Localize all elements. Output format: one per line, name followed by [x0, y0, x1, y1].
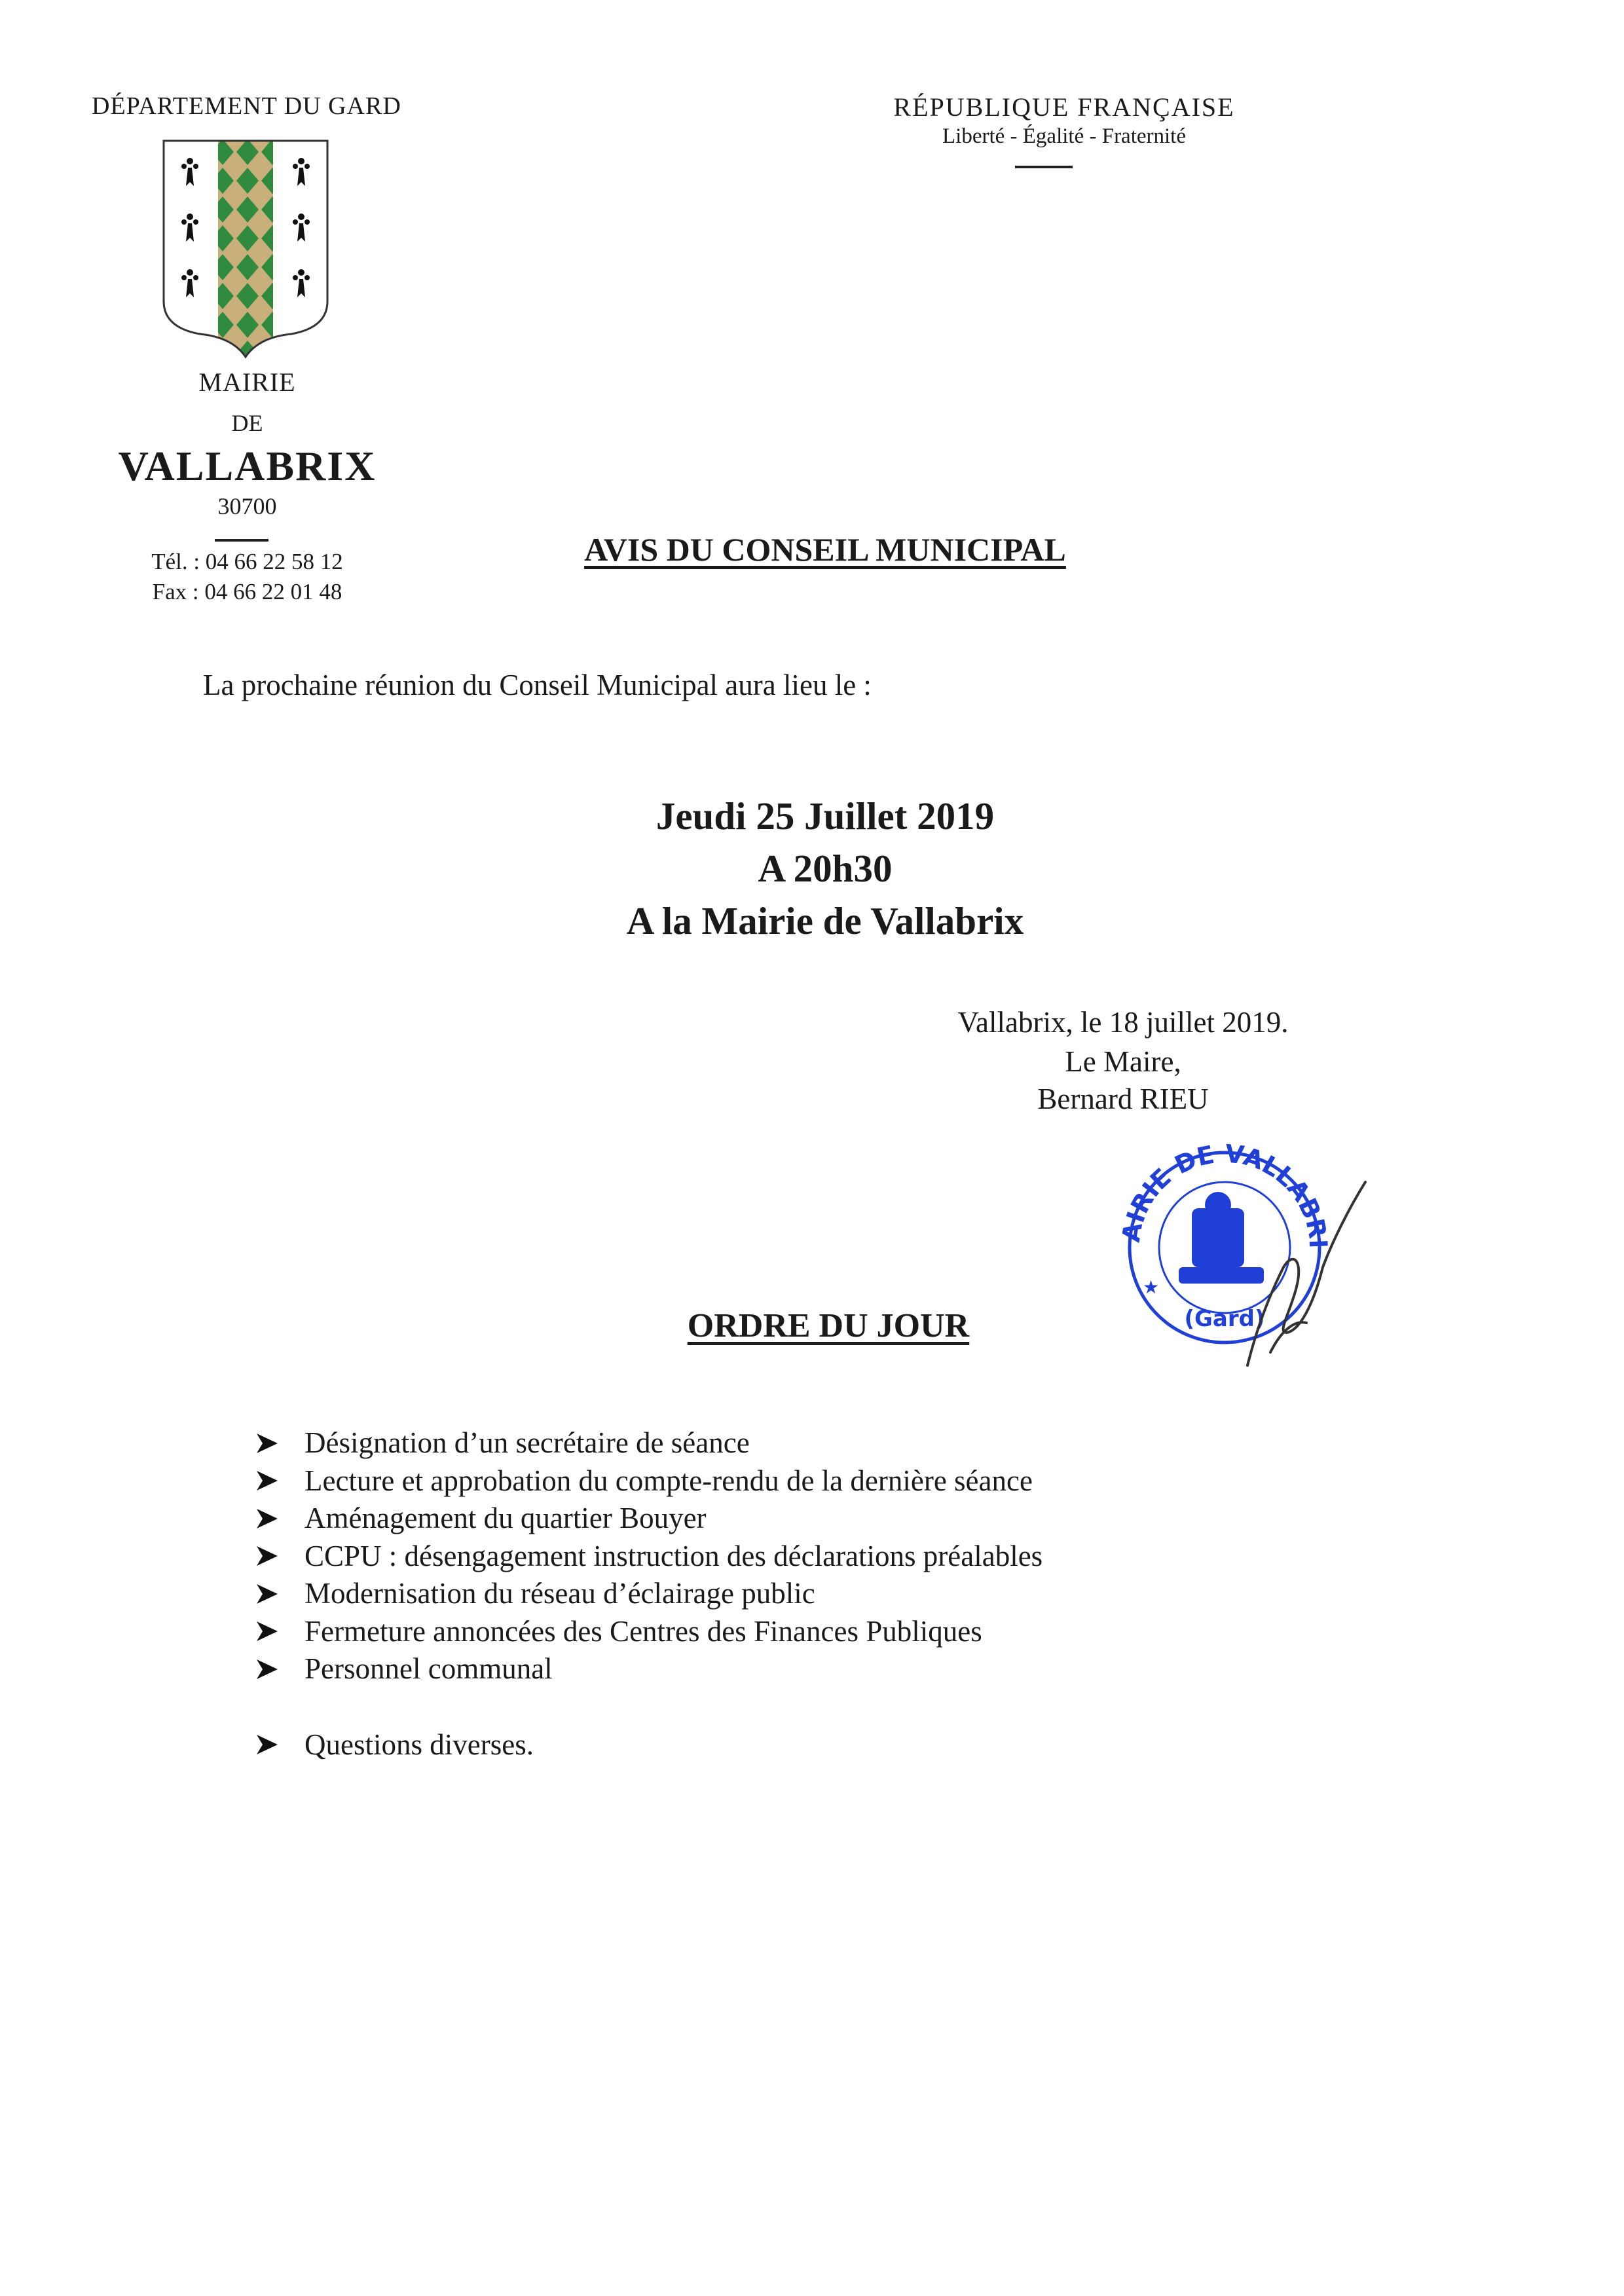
list-item	[255, 1650, 1500, 1688]
town-name: VALLABRIX	[118, 443, 377, 489]
contact-divider	[215, 539, 268, 542]
signature-place-date: Vallabrix, le 18 juillet 2019.	[957, 1006, 1289, 1039]
svg-text:★: ★	[1143, 1276, 1160, 1298]
agenda-item-text: Désignation d’un secrétaire de séance	[304, 1426, 750, 1459]
signature-role: Le Maire,	[1065, 1045, 1181, 1078]
arrowhead-bullet-icon	[255, 1733, 304, 1756]
list-item	[255, 1613, 1500, 1651]
agenda-item-text: Questions diverses.	[304, 1728, 534, 1761]
notice-intro: La prochaine réunion du Conseil Municipal aura lieu le :	[203, 669, 872, 701]
list-item	[255, 1500, 1500, 1538]
arrowhead-bullet-icon	[255, 1508, 304, 1530]
mairie-label: MAIRIE	[198, 367, 296, 397]
fax-number: Fax : 04 66 22 01 48	[152, 579, 342, 604]
list-item	[255, 1462, 1500, 1500]
arrowhead-bullet-icon	[255, 1658, 304, 1680]
list-item	[255, 1538, 1500, 1576]
coat-of-arms-icon	[160, 138, 331, 360]
arrowhead-bullet-icon	[255, 1583, 304, 1605]
republic-motto: Liberté - Égalité - Fraternité	[942, 124, 1186, 148]
meeting-place: A la Mairie de Vallabrix	[626, 899, 1024, 942]
arrowhead-bullet-icon	[255, 1620, 304, 1642]
meeting-date: Jeudi 25 Juillet 2019	[655, 794, 995, 838]
agenda-item-text: Aménagement du quartier Bouyer	[304, 1502, 707, 1534]
signature-name: Bernard RIEU	[1037, 1083, 1209, 1115]
arrowhead-bullet-icon	[255, 1545, 304, 1567]
agenda-title: ORDRE DU JOUR	[687, 1307, 970, 1344]
arrowhead-bullet-icon	[255, 1470, 304, 1492]
svg-text:MAIRIE DE VALLABRIX: AIRIE DE VALLABRI	[1116, 1139, 1333, 1250]
department-label: DÉPARTEMENT DU GARD	[92, 92, 401, 120]
agenda-item-text: Fermeture annoncées des Centres des Finances Publiques	[304, 1614, 982, 1648]
list-item	[255, 1424, 1500, 1462]
header-divider	[1015, 166, 1073, 168]
phone-number: Tél. : 04 66 22 58 12	[151, 549, 343, 574]
agenda-item-text: CCPU : désengagement instruction des déclarations préalables	[304, 1539, 1043, 1572]
agenda-item-text: Modernisation du réseau d’éclairage public	[304, 1577, 815, 1610]
agenda-item-text: Personnel communal	[304, 1652, 553, 1685]
svg-text:(Gard): (Gard)	[1184, 1306, 1265, 1332]
postal-code: 30700	[217, 493, 277, 519]
list-item	[255, 1575, 1500, 1613]
list-item	[255, 1726, 1500, 1764]
arrowhead-bullet-icon	[255, 1432, 304, 1454]
official-stamp	[1107, 1136, 1369, 1372]
agenda-item-text: Lecture et approbation du compte-rendu de la dernière séance	[304, 1464, 1033, 1497]
meeting-time: A 20h30	[758, 847, 893, 890]
republic-label: RÉPUBLIQUE FRANÇAISE	[893, 92, 1235, 122]
notice-title: AVIS DU CONSEIL MUNICIPAL	[584, 531, 1066, 568]
agenda-list	[255, 1424, 1500, 1764]
mairie-de-label: DE	[231, 410, 263, 436]
